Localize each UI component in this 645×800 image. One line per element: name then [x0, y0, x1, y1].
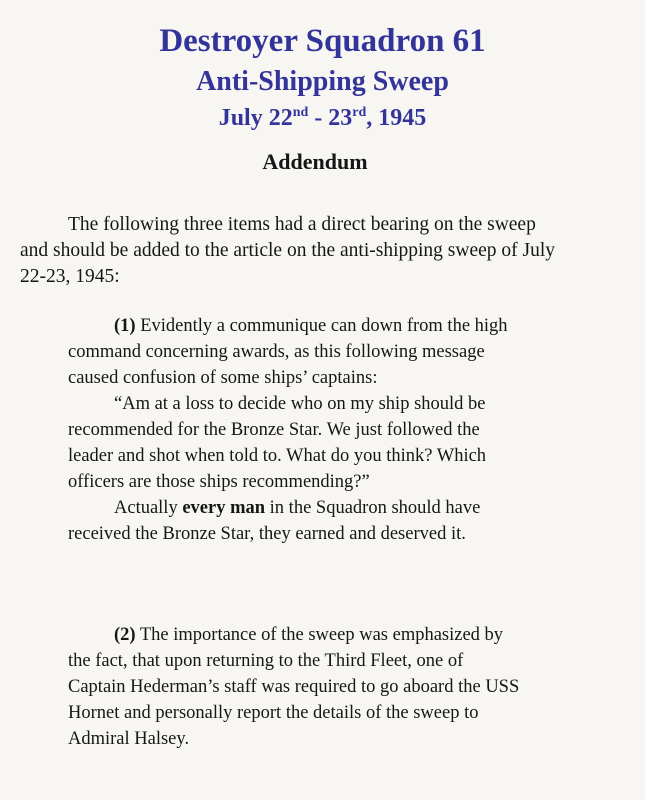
emphasis-text: every man — [182, 498, 266, 518]
item-1-line — [68, 495, 628, 521]
quote-line: leader and shot when told to. What do you think? Which — [68, 446, 487, 466]
item-1-line: received the Bronze Star, they earned and deserved it. — [68, 524, 466, 544]
intro-line: 22-23, 1945: — [20, 266, 120, 287]
date-prefix: July 22 — [218, 105, 293, 131]
item-1-line: caused confusion of some ships’ captains: — [68, 368, 378, 388]
item-2-number: (2) — [114, 625, 136, 645]
document-subtitle: Anti-Shipping Sweep — [196, 66, 449, 97]
intro-line: The following three items had a direct bearing on the sweep — [68, 214, 536, 235]
item-2-line: Captain Hederman’s staff was required to go aboard the USS — [68, 677, 520, 697]
date-sup-rd: rd — [352, 105, 367, 120]
quote-line: recommended for the Bronze Star. We just followed the — [68, 420, 480, 440]
item-2 — [68, 622, 628, 752]
item-1-line — [68, 313, 628, 339]
date-sup-nd: nd — [292, 105, 309, 120]
item-1 — [68, 313, 628, 547]
item-1-number: (1) — [114, 316, 136, 336]
item-2-line: Admiral Halsey. — [68, 729, 190, 749]
quote-line: “Am at a loss to decide who on my ship should be — [114, 394, 486, 414]
date-suffix: , 1945 — [366, 105, 427, 131]
section-heading: Addendum — [262, 149, 368, 174]
item-2-line: Hornet and personally report the details of the sweep to — [68, 703, 479, 723]
item-1-text: Evidently a communique can down from the high — [135, 316, 508, 336]
quote-line: officers are those ships recommending?” — [68, 472, 370, 492]
item-1-line: command concerning awards, as this following message — [68, 342, 485, 362]
item-1-text: in the Squadron should have — [265, 498, 481, 518]
document-title: Destroyer Squadron 61 — [159, 23, 486, 59]
item-2-line — [68, 622, 628, 648]
intro-paragraph — [20, 212, 625, 290]
document-date — [0, 104, 645, 132]
item-2-line: the fact, that upon returning to the Third Fleet, one of — [68, 651, 464, 671]
item-2-text: The importance of the sweep was emphasized by — [135, 625, 504, 645]
intro-line: and should be added to the article on the anti-shipping sweep of July — [20, 240, 556, 261]
item-1-text: Actually — [114, 498, 183, 518]
date-mid: - 23 — [308, 105, 353, 131]
